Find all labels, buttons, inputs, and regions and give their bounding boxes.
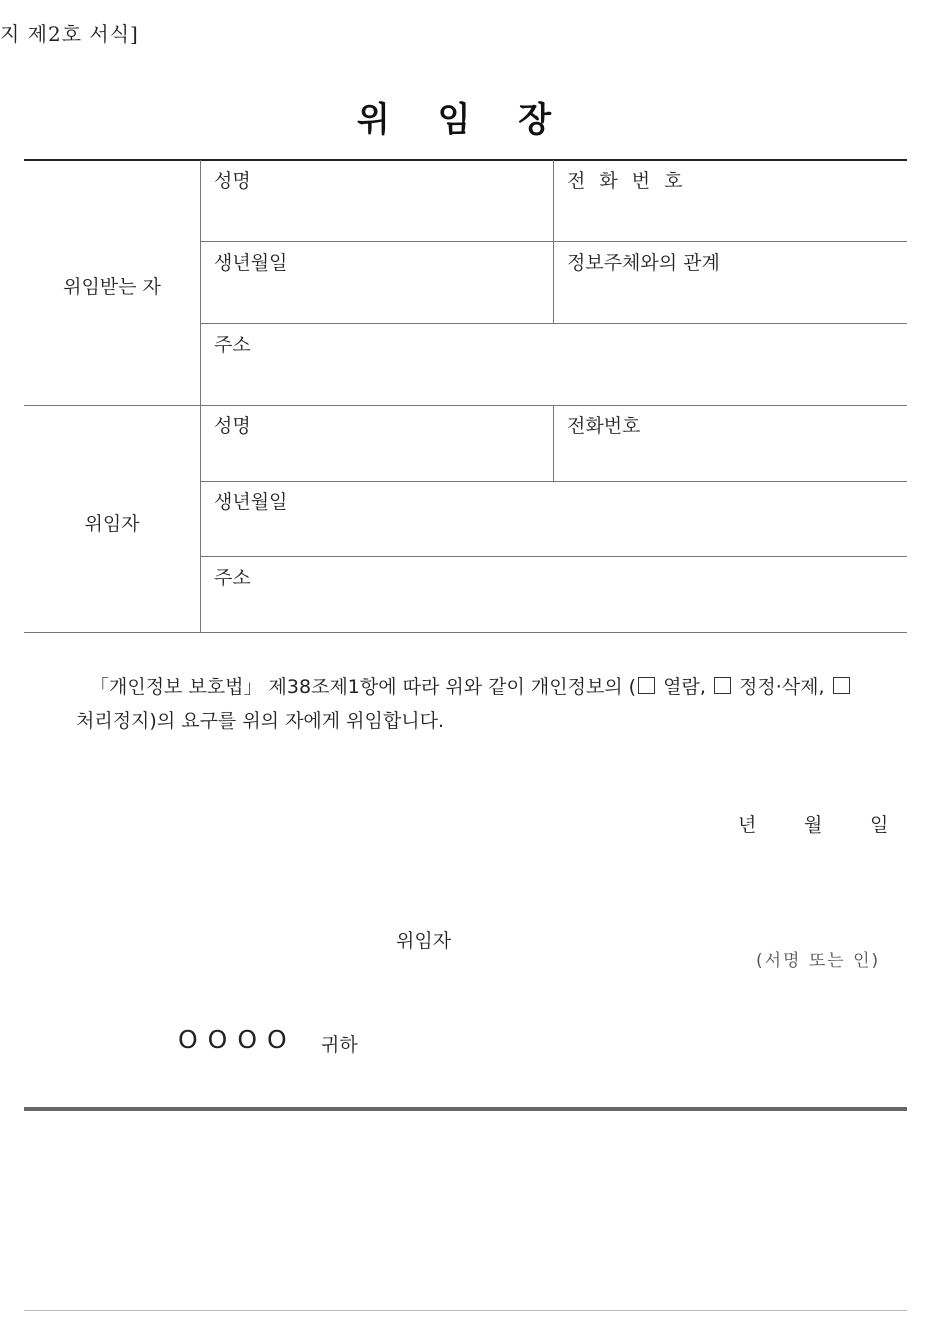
column-divider xyxy=(553,406,554,481)
delegation-statement xyxy=(76,670,908,738)
date-month-label: 월 xyxy=(804,814,823,836)
signature-label: 위임자 xyxy=(396,930,452,952)
checkbox-correct-delete-label: 정정·삭제, xyxy=(739,676,825,698)
delegate-birth-field: 생년월일 xyxy=(214,252,288,274)
row-divider xyxy=(201,241,907,242)
date-year-label: 년 xyxy=(738,814,757,836)
delegator-birth-field: 생년월일 xyxy=(214,491,288,513)
form-number-label: 지 제2호 서식] xyxy=(0,22,139,46)
statement-line-1 xyxy=(76,670,908,704)
checkbox-view-label: 열람, xyxy=(663,676,706,698)
checkbox-suspend[interactable] xyxy=(833,677,850,694)
row-divider xyxy=(201,323,907,324)
footer-thin-rule xyxy=(24,1310,907,1311)
date-day-label: 일 xyxy=(870,814,889,836)
statement-part-1: 「개인정보 보호법」 제38조제1항에 따라 위와 같이 개인정보의 ( xyxy=(90,676,637,698)
table-bottom-border xyxy=(24,632,907,633)
delegate-relation-field: 정보주체와의 관계 xyxy=(567,252,720,274)
label-column-divider xyxy=(200,160,201,633)
document-title: 위 임 장 xyxy=(356,100,570,140)
section-divider xyxy=(24,405,907,406)
column-divider xyxy=(553,160,554,324)
table-top-border xyxy=(24,159,907,161)
delegator-address-field: 주소 xyxy=(214,567,251,589)
footer-thick-rule xyxy=(24,1107,907,1111)
checkbox-view[interactable] xyxy=(638,677,655,694)
delegator-group-label: 위임자 xyxy=(84,513,140,535)
signature-note: (서명 또는 인) xyxy=(756,951,881,971)
addressee-name: OOOO xyxy=(178,1025,297,1054)
row-divider xyxy=(201,481,907,482)
addressee-honorific: 귀하 xyxy=(321,1034,358,1056)
delegator-name-field: 성명 xyxy=(214,415,251,437)
delegate-name-field: 성명 xyxy=(214,170,251,192)
checkbox-correct-delete[interactable] xyxy=(714,677,731,694)
delegator-phone-field: 전화번호 xyxy=(567,415,641,437)
delegate-address-field: 주소 xyxy=(214,334,251,356)
delegate-phone-field: 전 화 번 호 xyxy=(567,170,687,192)
row-divider xyxy=(201,556,907,557)
delegate-group-label: 위임받는 자 xyxy=(63,276,161,298)
statement-line-2: 처리정지)의 요구를 위의 자에게 위임합니다. xyxy=(76,710,444,732)
